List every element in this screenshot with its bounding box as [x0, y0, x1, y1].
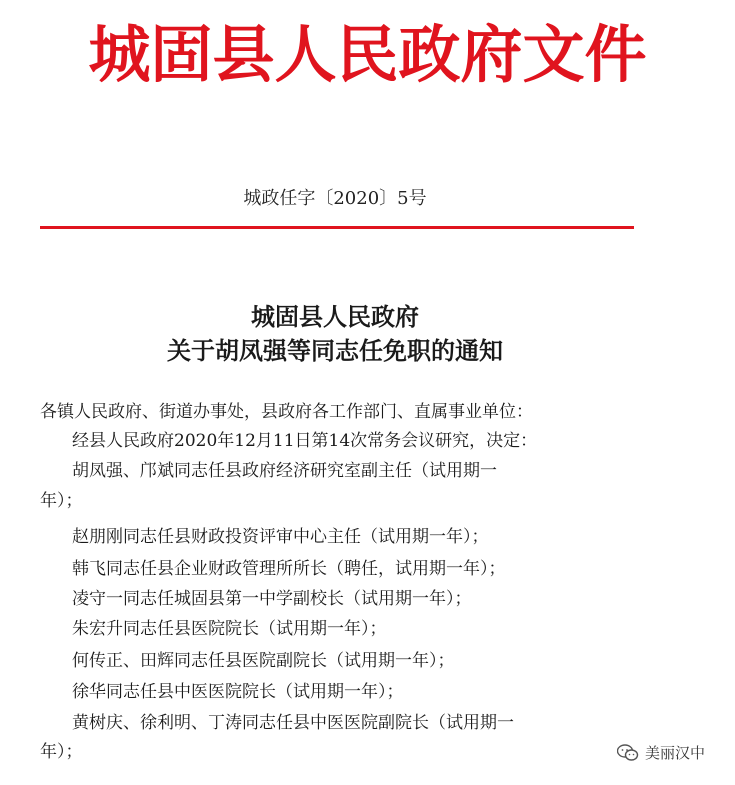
watermark-text: 美丽汉中: [644, 744, 705, 762]
wechat-icon: [617, 744, 639, 762]
appointment-item-continuation: 年）；: [40, 491, 83, 511]
appointment-item-continuation: 年）；: [40, 742, 83, 762]
appointment-item: 韩飞同志任县企业财政管理所所长（聘任，试用期一年）；: [72, 559, 506, 579]
notice-title-line-2: 关于胡凤强等同志任免职的通知: [167, 336, 503, 365]
intro-line: 经县人民政府2020年12月11日第14次常务会议研究，决定：: [72, 431, 538, 451]
appointment-item: 凌守一同志任城固县第一中学副校长（试用期一年）；: [72, 589, 472, 609]
appointment-item: 何传正、田辉同志任县医院副院长（试用期一年）；: [72, 651, 455, 671]
red-divider-line: [40, 226, 634, 229]
appointment-item: 黄树庆、徐利明、丁涛同志任县中医医院副院长（试用期一: [72, 713, 514, 733]
appointment-item: 徐华同志任县中医医院院长（试用期一年）；: [72, 682, 404, 702]
watermark: [617, 742, 705, 763]
document-header-title: 城固县人民政府文件: [88, 18, 647, 91]
document-number: 城政任字〔2020〕5号: [243, 188, 427, 209]
appointment-item: 赵朋刚同志任县财政投资评审中心主任（试用期一年）；: [72, 527, 489, 547]
notice-title-line-1: 城固县人民政府: [251, 302, 419, 331]
appointment-item: 胡凤强、邝斌同志任县政府经济研究室副主任（试用期一: [72, 461, 497, 481]
appointment-item: 朱宏升同志任县医院院长（试用期一年）；: [72, 619, 387, 639]
addressee-line: 各镇人民政府、街道办事处，县政府各工作部门、直属事业单位：: [40, 402, 533, 422]
